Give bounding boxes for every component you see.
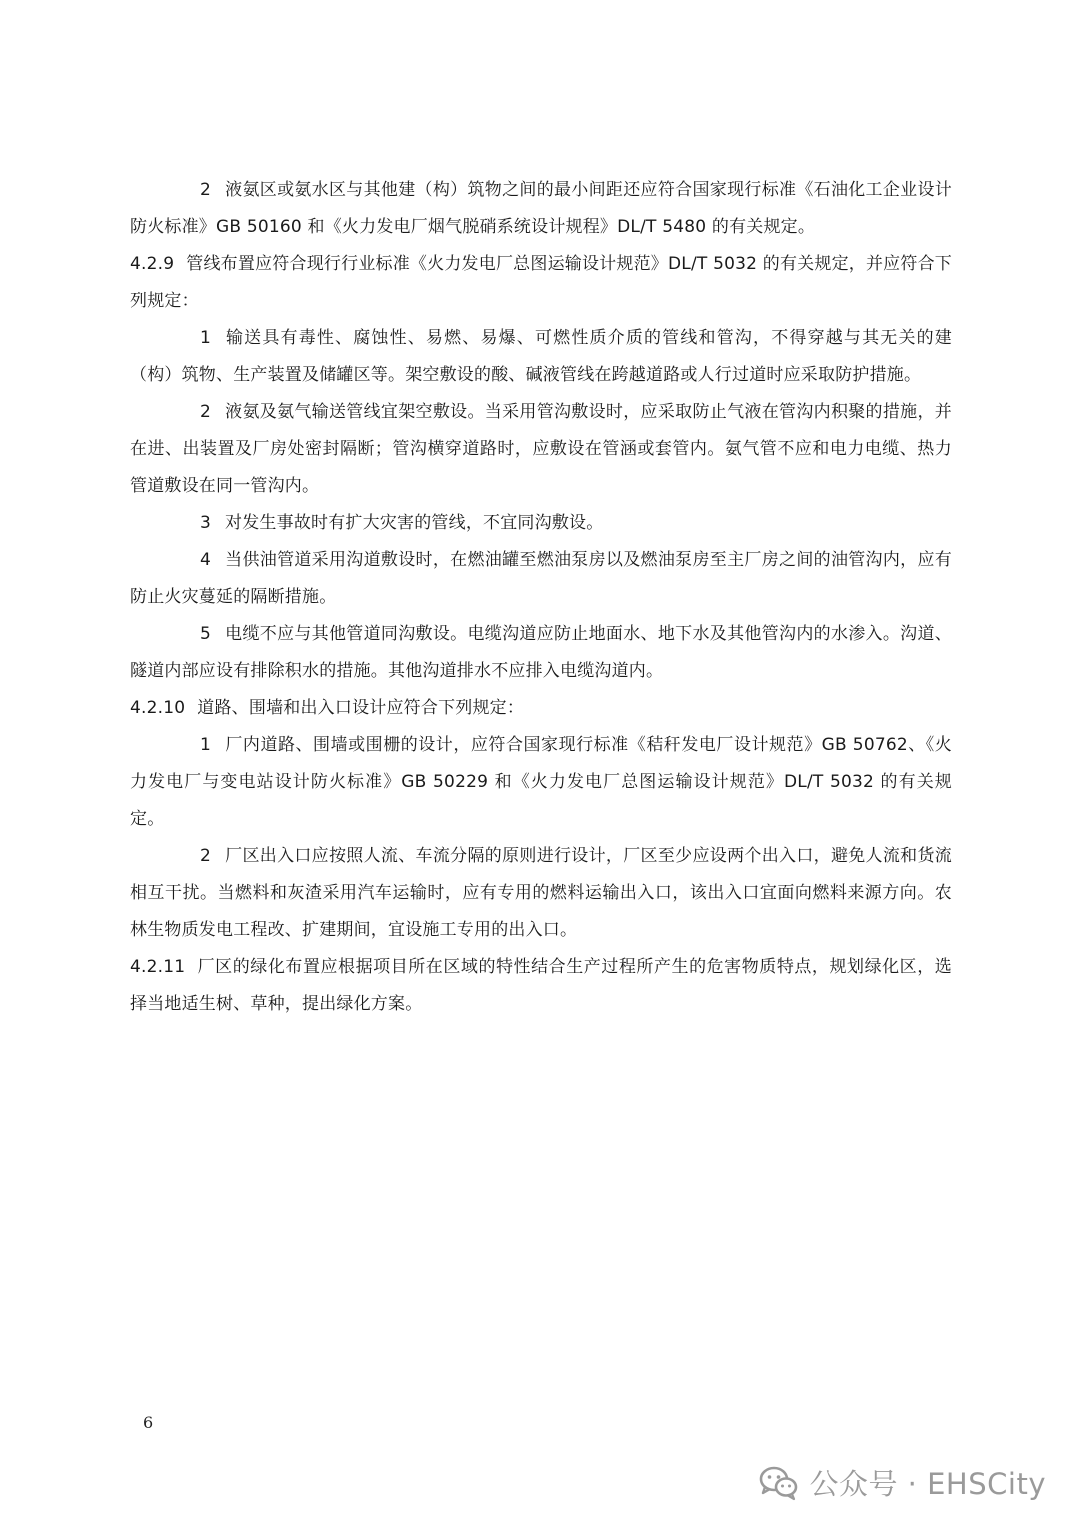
clause-number: 4.2.11 xyxy=(130,957,186,977)
clause-text: 厂区的绿化布置应根据项目所在区域的特性结合生产过程所产生的危害物质特点，规划绿化区，选择当地适生树、草种，提出绿化方案。 xyxy=(130,957,952,1014)
paragraph-clause xyxy=(130,690,952,727)
paragraph-item xyxy=(130,542,952,616)
item-text: 液氨区或氨水区与其他建（构）筑物之间的最小间距还应符合国家现行标准《石油化工企业设计防火标准》GB 50160 和《火力发电厂烟气脱硝系统设计规程》DL/T 5480 的有关规定。 xyxy=(130,180,952,237)
paragraph-item xyxy=(130,616,952,690)
item-number: 2 xyxy=(200,180,212,200)
clause-number: 4.2.9 xyxy=(130,254,175,274)
item-text: 厂内道路、围墙或围栅的设计，应符合国家现行标准《秸秆发电厂设计规范》GB 50762、《火力发电厂与变电站设计防火标准》GB 50229 和《火力发电厂总图运输设计规范》DL/T 5032 的有关规定。 xyxy=(130,735,952,829)
paragraph-clause xyxy=(130,949,952,1023)
paragraph-clause xyxy=(130,246,952,320)
item-text: 液氨及氨气输送管线宜架空敷设。当采用管沟敷设时，应采取防止气液在管沟内积聚的措施，并在进、出装置及厂房处密封隔断；管沟横穿道路时，应敷设在管涵或套管内。氨气管不应和电力电缆、热力管道敷设在同一管沟内。 xyxy=(130,402,952,496)
item-text: 电缆不应与其他管道同沟敷设。电缆沟道应防止地面水、地下水及其他管沟内的水渗入。沟道、隧道内部应设有排除积水的措施。其他沟道排水不应排入电缆沟道内。 xyxy=(130,624,952,681)
paragraph-item xyxy=(130,838,952,949)
page-number: 6 xyxy=(143,1413,154,1432)
paragraph-item xyxy=(130,727,952,838)
item-text: 对发生事故时有扩大灾害的管线，不宜同沟敷设。 xyxy=(225,513,604,533)
paragraph-item xyxy=(130,172,952,246)
document-body xyxy=(130,172,952,1023)
item-text: 输送具有毒性、腐蚀性、易燃、易爆、可燃性质介质的管线和管沟，不得穿越与其无关的建（构）筑物、生产装置及储罐区等。架空敷设的酸、碱液管线在跨越道路或人行过道时应采取防护措施。 xyxy=(130,328,952,385)
item-text: 厂区出入口应按照人流、车流分隔的原则进行设计，厂区至少应设两个出入口，避免人流和货流相互干扰。当燃料和灰渣采用汽车运输时，应有专用的燃料运输出入口，该出入口宜面向燃料来源方向。农林生物质发电工程改、扩建期间，宜设施工专用的出入口。 xyxy=(130,846,952,940)
paragraph-item xyxy=(130,394,952,505)
clause-text: 道路、围墙和出入口设计应符合下列规定： xyxy=(197,698,525,718)
clause-number: 4.2.10 xyxy=(130,698,186,718)
watermark xyxy=(759,1462,1046,1503)
item-number: 3 xyxy=(200,513,212,533)
item-number: 5 xyxy=(200,624,212,644)
wechat-icon xyxy=(759,1465,799,1501)
paragraph-item xyxy=(130,320,952,394)
paragraph-item xyxy=(130,505,952,542)
item-number: 1 xyxy=(200,328,212,348)
clause-text: 管线布置应符合现行行业标准《火力发电厂总图运输设计规范》DL/T 5032 的有关规定，并应符合下列规定： xyxy=(130,254,952,311)
item-number: 2 xyxy=(200,402,212,422)
item-number: 2 xyxy=(200,846,212,866)
item-number: 4 xyxy=(200,550,212,570)
item-text: 当供油管道采用沟道敷设时，在燃油罐至燃油泵房以及燃油泵房至主厂房之间的油管沟内，应有防止火灾蔓延的隔断措施。 xyxy=(130,550,952,607)
watermark-text: 公众号 · EHSCity xyxy=(809,1467,1046,1501)
item-number: 1 xyxy=(200,735,212,755)
